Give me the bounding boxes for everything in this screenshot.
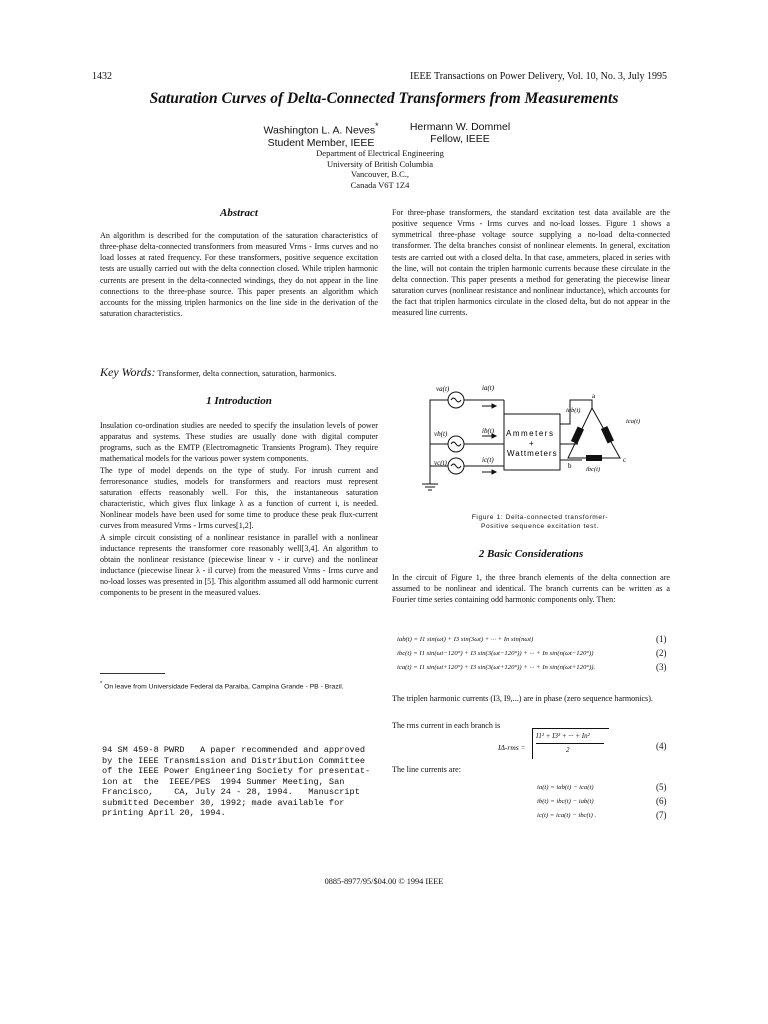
- figure-caption: [400, 513, 680, 531]
- label-ia: ia(t): [482, 384, 495, 392]
- node-a: a: [592, 392, 596, 400]
- journal-header: IEEE Transactions on Power Delivery, Vol. 10, No. 3, July 1995: [410, 71, 668, 82]
- equation-5: ia(t) = iab(t) − ica(t): [537, 784, 594, 791]
- box-label-wattmeters: Wattmeters: [507, 449, 558, 458]
- equation-5-number: (5): [656, 782, 667, 792]
- equation-6-number: (6): [656, 796, 667, 806]
- note-line: by the IEEE Transmission and Distribution Committee: [102, 755, 366, 766]
- nonlinear-element-ca: [601, 426, 614, 443]
- note-line: ion at the IEEE/PES 1994 Summer Meeting, San: [102, 776, 345, 787]
- equation-7: ic(t) = ica(t) − ibc(t) .: [537, 812, 597, 819]
- node-b: b: [568, 462, 572, 470]
- author-1-name: Washington L. A. Neves: [263, 124, 376, 137]
- affiliation-line: Canada V6T 1Z4: [350, 179, 410, 190]
- affiliation-line: Vancouver, B.C.,: [351, 169, 409, 179]
- affiliation: [260, 148, 500, 190]
- figure-1-circuit: [420, 378, 660, 498]
- author-2-name: Hermann W. Dommel: [409, 121, 511, 133]
- author-1: [256, 121, 386, 149]
- author-1-role: Student Member, IEEE: [267, 136, 375, 149]
- intro-paragraph-1: Insulation co-ordination studies are needed to specify the insulation levels of power apparatus and systems. These studies are usually done with digital computer programs, such as the EMTP (Electromagnetic Transients Program). They require mathematical models for the various power system components.: [100, 421, 378, 464]
- label-va: va(t): [436, 385, 450, 393]
- equation-3: ica(t) = I1 sin(ωt+120°) + I3 sin(3(ωt+120°)) + ··· + In sin(n(ωt+120°)).: [397, 664, 596, 671]
- nonlinear-element-bc: [586, 455, 602, 461]
- author-2: [400, 121, 520, 145]
- equation-2-number: (2): [656, 648, 667, 658]
- triplen-text: The triplen harmonic currents (I3, I9,...) are in phase (zero sequence harmonics).: [392, 694, 653, 703]
- label-ibc: ibc(t): [586, 466, 601, 473]
- note-line: 94 SM 459-8 PWRD A paper recommended and approved: [102, 745, 366, 755]
- paper-title: Saturation Curves of Delta-Connected Transformers from Measurements: [149, 90, 619, 107]
- equation-4-lhs: IΔ-rms =: [498, 743, 526, 752]
- intro-paragraph-3: A simple circuit consisting of a nonlinear resistance in parallel with a nonlinear inductance represents the transformer core reasonably well[3,4]. An algorithm to obtain the nonlinear resistance (piecewise linear v - ir curve) and the nonlinear inductance (piecewise linear λ - il curve) from the measured Vrms - Irms curve and no-load losses was presented in [5]. This algorithm assumed all odd harmonic current components to be present in the measured values.: [100, 532, 378, 598]
- affiliation-line: University of British Columbia: [326, 158, 433, 169]
- box-label-ammeters: Ammeters: [506, 429, 555, 438]
- label-ib: ib(t): [482, 427, 495, 435]
- box-label-plus: +: [529, 439, 534, 448]
- note-line: of the IEEE Power Engineering Society for presentat-: [102, 766, 371, 776]
- right-intro-text: For three-phase transformers, the standard excitation test data available are the positive sequence Vrms - Irms curves and no-load losses. Figure 1 shows a symmetrical three-phase voltage source supplying a no-load delta-connected transformer. The delta branches consist of nonlinear elements. In general, excitation tests are carried out with a closed delta. In that case, ammeters, placed in series with the line, will not contain the triplen harmonic currents because these circulate in the delta connection. This paper presents a method for generating the piecewise linear saturation curves (nonlinear resistance and nonlinear inductance), which accounts for the fact that triplen harmonics circulate in the closed delta, but do not appear in the measured line currents.: [392, 208, 670, 318]
- keywords: [100, 365, 390, 380]
- equation-2: ibc(t) = I1 sin(ωt−120°) + I3 sin(3(ωt−120°)) + ··· + In sin(n(ωt−120°)): [397, 650, 594, 657]
- equation-1-number: (1): [656, 634, 667, 644]
- equation-1: iab(t) = I1 sin(ωt) + I3 sin(3ωt) + ··· + In sin(nωt): [397, 636, 534, 643]
- label-ica: ica(t): [626, 418, 641, 425]
- equation-3-number: (3): [656, 662, 667, 672]
- caption-line-1: Figure 1: Delta-connected transformer-: [471, 514, 609, 521]
- label-ic: ic(t): [482, 456, 494, 464]
- keywords-text: Transformer, delta connection, saturation, harmonics.: [157, 369, 337, 378]
- equation-4-number: (4): [656, 741, 667, 751]
- label-iab: iab(t): [566, 407, 581, 414]
- equation-4-numerator: I1² + I3² + ··· + In²: [536, 732, 590, 740]
- footnote-rule: [100, 673, 165, 674]
- section-2-heading: 2 Basic Considerations: [478, 548, 584, 560]
- intro-paragraph-2: The type of model depends on the type of study. For inrush current and ferroresonance studies, models for transformers and reactors must represent saturation effects reasonably well. For this, the instantaneous saturation characteristic, which gives flux linkage λ as a function of current i, is needed. Nonlinear models have been used for some time to produce these peak flux-current curves from measured Vrms - Irms curves[1,2].: [100, 465, 378, 531]
- label-vb: vb(t): [434, 430, 448, 438]
- note-line: Francisco, CA, July 24 - 28, 1994. Manuscript: [102, 787, 360, 797]
- equation-6: ib(t) = ibc(t) − iab(t): [537, 798, 594, 805]
- introduction-heading: 1 Introduction: [206, 395, 272, 407]
- paper-note: [102, 745, 370, 819]
- equation-7-number: (7): [656, 810, 667, 820]
- node-c: c: [623, 456, 627, 464]
- note-line: submitted December 30, 1992; made available for: [102, 797, 345, 808]
- note-line: printing April 20, 1994.: [102, 808, 226, 818]
- footnote-text: On leave from Universidade Federal da Paraiba, Campina Grande - PB - Brazil.: [104, 683, 344, 691]
- section-2-text: In the circuit of Figure 1, the three branch elements of the delta connection are assumed to be nonlinear and identical. The branch currents can be written as a Fourier time series containing odd harmonic components only. Then:: [392, 573, 670, 605]
- caption-line-2: Positive sequence excitation test.: [481, 523, 599, 530]
- introduction-body: [100, 420, 378, 599]
- label-vc: vc(t): [434, 459, 447, 467]
- page-number: 1432: [92, 71, 112, 82]
- author-1-mark: *: [375, 121, 379, 131]
- abstract-text: An algorithm is described for the computation of the saturation characteristics of three-phase delta-connected transformers from measured Vrms - Irms curves and no load losses at rated frequency. For these transformers, positive sequence excitation tests are usually carried out with the delta connection closed. While triplen harmonic currents are present in the delta-connected windings, they do not appear in the line connections to the three-phase source. This paper presents an algorithm which accounts for the missing triplen harmonics on the line side in the derivation of the saturation characteristics.: [100, 231, 378, 319]
- author-2-role: Fellow, IEEE: [430, 133, 490, 145]
- copyright-footer: 0885-8977/95/$04.00 © 1994 IEEE: [324, 877, 444, 886]
- nonlinear-element-ab: [571, 426, 584, 443]
- equation-4-fraction-bar: [536, 743, 604, 744]
- rms-text: The rms current in each branch is: [392, 721, 501, 730]
- footnote: * On leave from Universidade Federal da Paraiba, Campina Grande - PB - Brazil.: [100, 681, 344, 691]
- affiliation-line: Department of Electrical Engineering: [316, 148, 444, 158]
- keywords-label: Key Words:: [100, 365, 156, 379]
- line-currents-text: The line currents are:: [392, 765, 461, 774]
- abstract-heading: Abstract: [220, 207, 258, 219]
- equation-4-denominator: 2: [566, 746, 570, 754]
